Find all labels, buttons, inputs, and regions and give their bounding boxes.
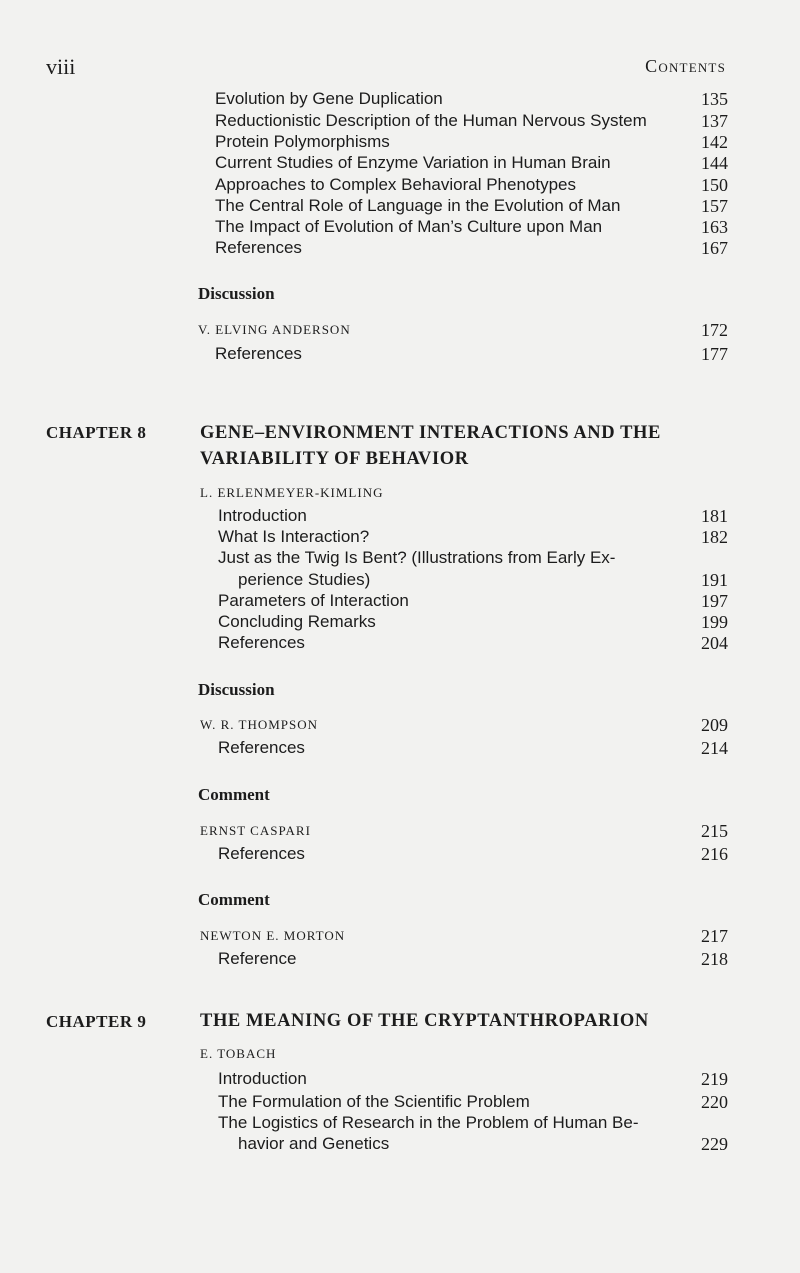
comment-author-entry[interactable]: NEWTON E. MORTON 217	[200, 926, 728, 946]
chapter-9-title[interactable]: THE MEANING OF THE CRYPTANTHROPARION	[200, 1011, 649, 1031]
toc-entry[interactable]: Just as the Twig Is Bent? (Illustrations from Early Ex-	[218, 548, 616, 567]
toc-entry-references[interactable]: References 177	[215, 344, 728, 364]
toc-entry[interactable]: References 167	[215, 238, 728, 258]
toc-entry[interactable]: What Is Interaction? 182	[218, 527, 728, 547]
toc-entry[interactable]: Introduction 219	[218, 1069, 728, 1089]
discussion-author-entry[interactable]: V. ELVING ANDERSON 172	[198, 320, 728, 340]
toc-entry[interactable]: The Central Role of Language in the Evolution of Man 157	[215, 196, 728, 216]
toc-entry-reference[interactable]: Reference 218	[218, 949, 728, 969]
toc-entry[interactable]: Approaches to Complex Behavioral Phenotypes 150	[215, 175, 728, 195]
toc-entry[interactable]: The Logistics of Research in the Problem of Human Be-	[218, 1113, 639, 1132]
toc-entry[interactable]: Current Studies of Enzyme Variation in Human Brain 144	[215, 153, 728, 173]
chapter-8-label: CHAPTER 8	[46, 423, 147, 442]
page-number: viii	[46, 54, 76, 79]
toc-entry-references[interactable]: References 214	[218, 738, 728, 758]
running-title: Contents	[645, 56, 726, 76]
toc-entry[interactable]: Parameters of Interaction 197	[218, 591, 728, 611]
toc-entry[interactable]: References 204	[218, 633, 728, 653]
toc-entry[interactable]: perience Studies) 191	[238, 570, 728, 590]
chapter-9-author: E. TOBACH	[200, 1046, 277, 1061]
comment-heading: Comment	[198, 890, 270, 909]
chapter-9-label: CHAPTER 9	[46, 1012, 147, 1031]
discussion-heading: Discussion	[198, 680, 275, 699]
toc-entry[interactable]: Protein Polymorphisms 142	[215, 132, 728, 152]
toc-entry[interactable]: The Impact of Evolution of Man’s Culture upon Man 163	[215, 217, 728, 237]
toc-entry[interactable]: Concluding Remarks 199	[218, 612, 728, 632]
discussion-author-entry[interactable]: W. R. THOMPSON 209	[200, 715, 728, 735]
page-header	[0, 54, 800, 84]
comment-author-entry[interactable]: ERNST CASPARI 215	[200, 821, 728, 841]
comment-heading: Comment	[198, 785, 270, 804]
chapter-8-author: L. ERLENMEYER-KIMLING	[200, 485, 384, 500]
toc-entry[interactable]: The Formulation of the Scientific Problem 220	[218, 1092, 728, 1112]
toc-entry[interactable]: Evolution by Gene Duplication 135	[215, 89, 728, 109]
toc-entry[interactable]: Introduction 181	[218, 506, 728, 526]
toc-entry-references[interactable]: References 216	[218, 844, 728, 864]
chapter-8-title[interactable]: GENE–ENVIRONMENT INTERACTIONS AND THE VARIABILITY OF BEHAVIOR	[200, 423, 661, 469]
discussion-heading: Discussion	[198, 284, 275, 303]
toc-entry[interactable]: havior and Genetics 229	[238, 1134, 728, 1154]
toc-entry[interactable]: Reductionistic Description of the Human Nervous System 137	[215, 111, 728, 131]
